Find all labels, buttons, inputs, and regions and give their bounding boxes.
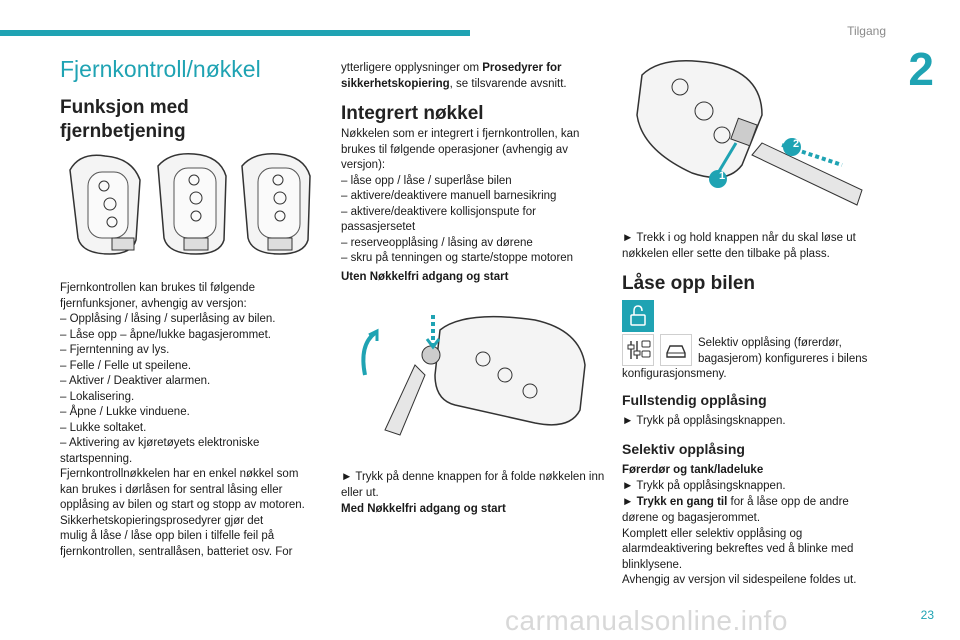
- intro-text-bold: Prosedyrer for sikkerhetskopiering: [341, 62, 562, 90]
- callout-2-label: 2: [792, 138, 800, 150]
- col3-body: [622, 511, 884, 589]
- col1-body-line: Fjernkontrollen kan brukes til følgende: [60, 282, 255, 294]
- intro-text-post: , se tilsvarende avsnitt.: [449, 77, 567, 90]
- col1-body-line: – Låse opp – åpne/lukke bagasjerommet.: [60, 328, 271, 341]
- unlock-icon: [622, 300, 654, 332]
- col3-body-line: blinklysene.: [622, 558, 683, 571]
- col1-body-line: – Lokalisering.: [60, 390, 135, 403]
- intro-text-pre: ytterligere opplysninger om: [341, 62, 483, 74]
- col1-body-line: fjernkontrollen, sentrallåsen, batteriet osv. For: [60, 545, 293, 558]
- col2-intro: [341, 61, 606, 92]
- col3-body-line: Avhengig av versjon vil sidespeilene foldes ut.: [622, 574, 857, 586]
- col2-body-line: brukes til følgende operasjoner (avhengig av: [341, 143, 568, 156]
- heading-full-unlock: Fullstendig opplåsing: [622, 392, 767, 408]
- settings-config-icon: [622, 334, 654, 366]
- col1-body: [60, 281, 325, 560]
- chapter-number: 2: [908, 43, 934, 95]
- col2-body-line: – skru på tenningen og starte/stoppe motoren: [341, 252, 574, 264]
- col2-body-line: Nøkkelen som er integrert i fjernkontrollen, kan: [341, 128, 580, 140]
- page-number: 23: [920, 608, 934, 622]
- col1-body-line: – Opplåsing / låsing / superlåsing av bilen.: [60, 313, 276, 325]
- col2-body-line: – aktivere/deaktivere manuell barnesikring: [341, 190, 557, 202]
- col1-body-line: Sikkerhetskopieringsprosedyrer gjør det: [60, 514, 264, 527]
- col1-body-line: startspenning.: [60, 452, 133, 465]
- col1-body-line: – Felle / Felle ut speilene.: [60, 359, 192, 372]
- col1-body-line: mulig å låse / låse opp bilen i tilfelle feil på: [60, 530, 275, 542]
- col2-body-line: passasjersetet: [341, 221, 416, 233]
- col1-body-line: – Aktiver / Deaktiver alarmen.: [60, 375, 211, 387]
- full-unlock-step: ► Trykk på opplåsingsknappen.: [622, 415, 786, 427]
- remote-keys-illustration: [60, 150, 320, 260]
- col2-body-line: – låse opp / låse / superlåse bilen: [341, 174, 512, 187]
- folding-key-illustration: [345, 305, 600, 445]
- col1-body-line: fjernfunksjoner, avhengig av versjon:: [60, 297, 247, 310]
- col1-body-line: Fjernkontrollnøkkelen har en enkel nøkkel som: [60, 468, 299, 480]
- col1-body-line: – Lukke soltaket.: [60, 421, 147, 434]
- car-icon: [660, 334, 692, 366]
- selective-text-1: Selektiv opplåsing (førerdør,: [698, 337, 842, 349]
- heading-remote-function: Funksjon med fjernbetjening: [60, 97, 189, 142]
- col2-body: [341, 127, 606, 267]
- fold-instruction: ► Trykk på denne knappen for å folde nøkkelen inn eller ut.: [341, 471, 605, 499]
- col1-body-line: – Aktivering av kjøretøyets elektroniske: [60, 437, 260, 449]
- selective-text-3: konfigurasjonsmeny.: [622, 368, 727, 380]
- col2-body-line: versjon):: [341, 159, 386, 171]
- col1-body-line: – Åpne / Lukke vinduene.: [60, 406, 190, 418]
- selective-step-2-rest: for å låse opp de andre: [727, 496, 849, 508]
- heading-integrated-key: Integrert nøkkel: [341, 103, 484, 124]
- key-release-illustration: [622, 55, 884, 220]
- col2-body-line: – aktivere/deaktivere kollisjonspute for: [341, 205, 536, 218]
- header-accent-bar: [0, 30, 470, 36]
- selective-text-2: bagasjerom) konfigureres i bilens: [698, 353, 868, 365]
- col3-body-line: alarmdeaktivering bekreftes ved å blinke med: [622, 543, 854, 555]
- page-title: Fjernkontroll/nøkkel: [60, 56, 261, 82]
- subhead-without-keyless: Uten Nøkkelfri adgang og start: [341, 271, 509, 283]
- col1-body-line: opplåsing av bilen og start og stopp av motoren.: [60, 499, 305, 511]
- col2-body-line: – reserveopplåsing / låsing av dørene: [341, 236, 533, 249]
- col1-body-line: – Fjerntenning av lys.: [60, 344, 170, 356]
- heading-unlock-car: Låse opp bilen: [622, 273, 756, 294]
- col1-body-line: kan brukes i dørlåsen for sentral låsing eller: [60, 483, 283, 496]
- selective-subhead: Førerdør og tank/ladeluke: [622, 464, 764, 476]
- heading-selective-unlock: Selektiv opplåsing: [622, 441, 745, 457]
- col3-body-line: dørene og bagasjerommet.: [622, 512, 761, 524]
- col3-body-line: Komplett eller selektiv opplåsing og: [622, 527, 803, 540]
- selective-step-2: [622, 495, 884, 511]
- release-instruction: ► Trekk i og hold knappen når du skal løse ut nøkkelen eller sette den tilbake på plass.: [622, 232, 856, 260]
- section-label: Tilgang: [847, 24, 886, 38]
- selective-step-1: ► Trykk på opplåsingsknappen.: [622, 480, 786, 492]
- watermark: carmanualsonline.info: [505, 605, 788, 636]
- selective-step-2-bold: ► Trykk en gang til: [622, 496, 728, 508]
- callout-1-label: 1: [718, 170, 726, 182]
- subhead-with-keyless: Med Nøkkelfri adgang og start: [341, 503, 506, 515]
